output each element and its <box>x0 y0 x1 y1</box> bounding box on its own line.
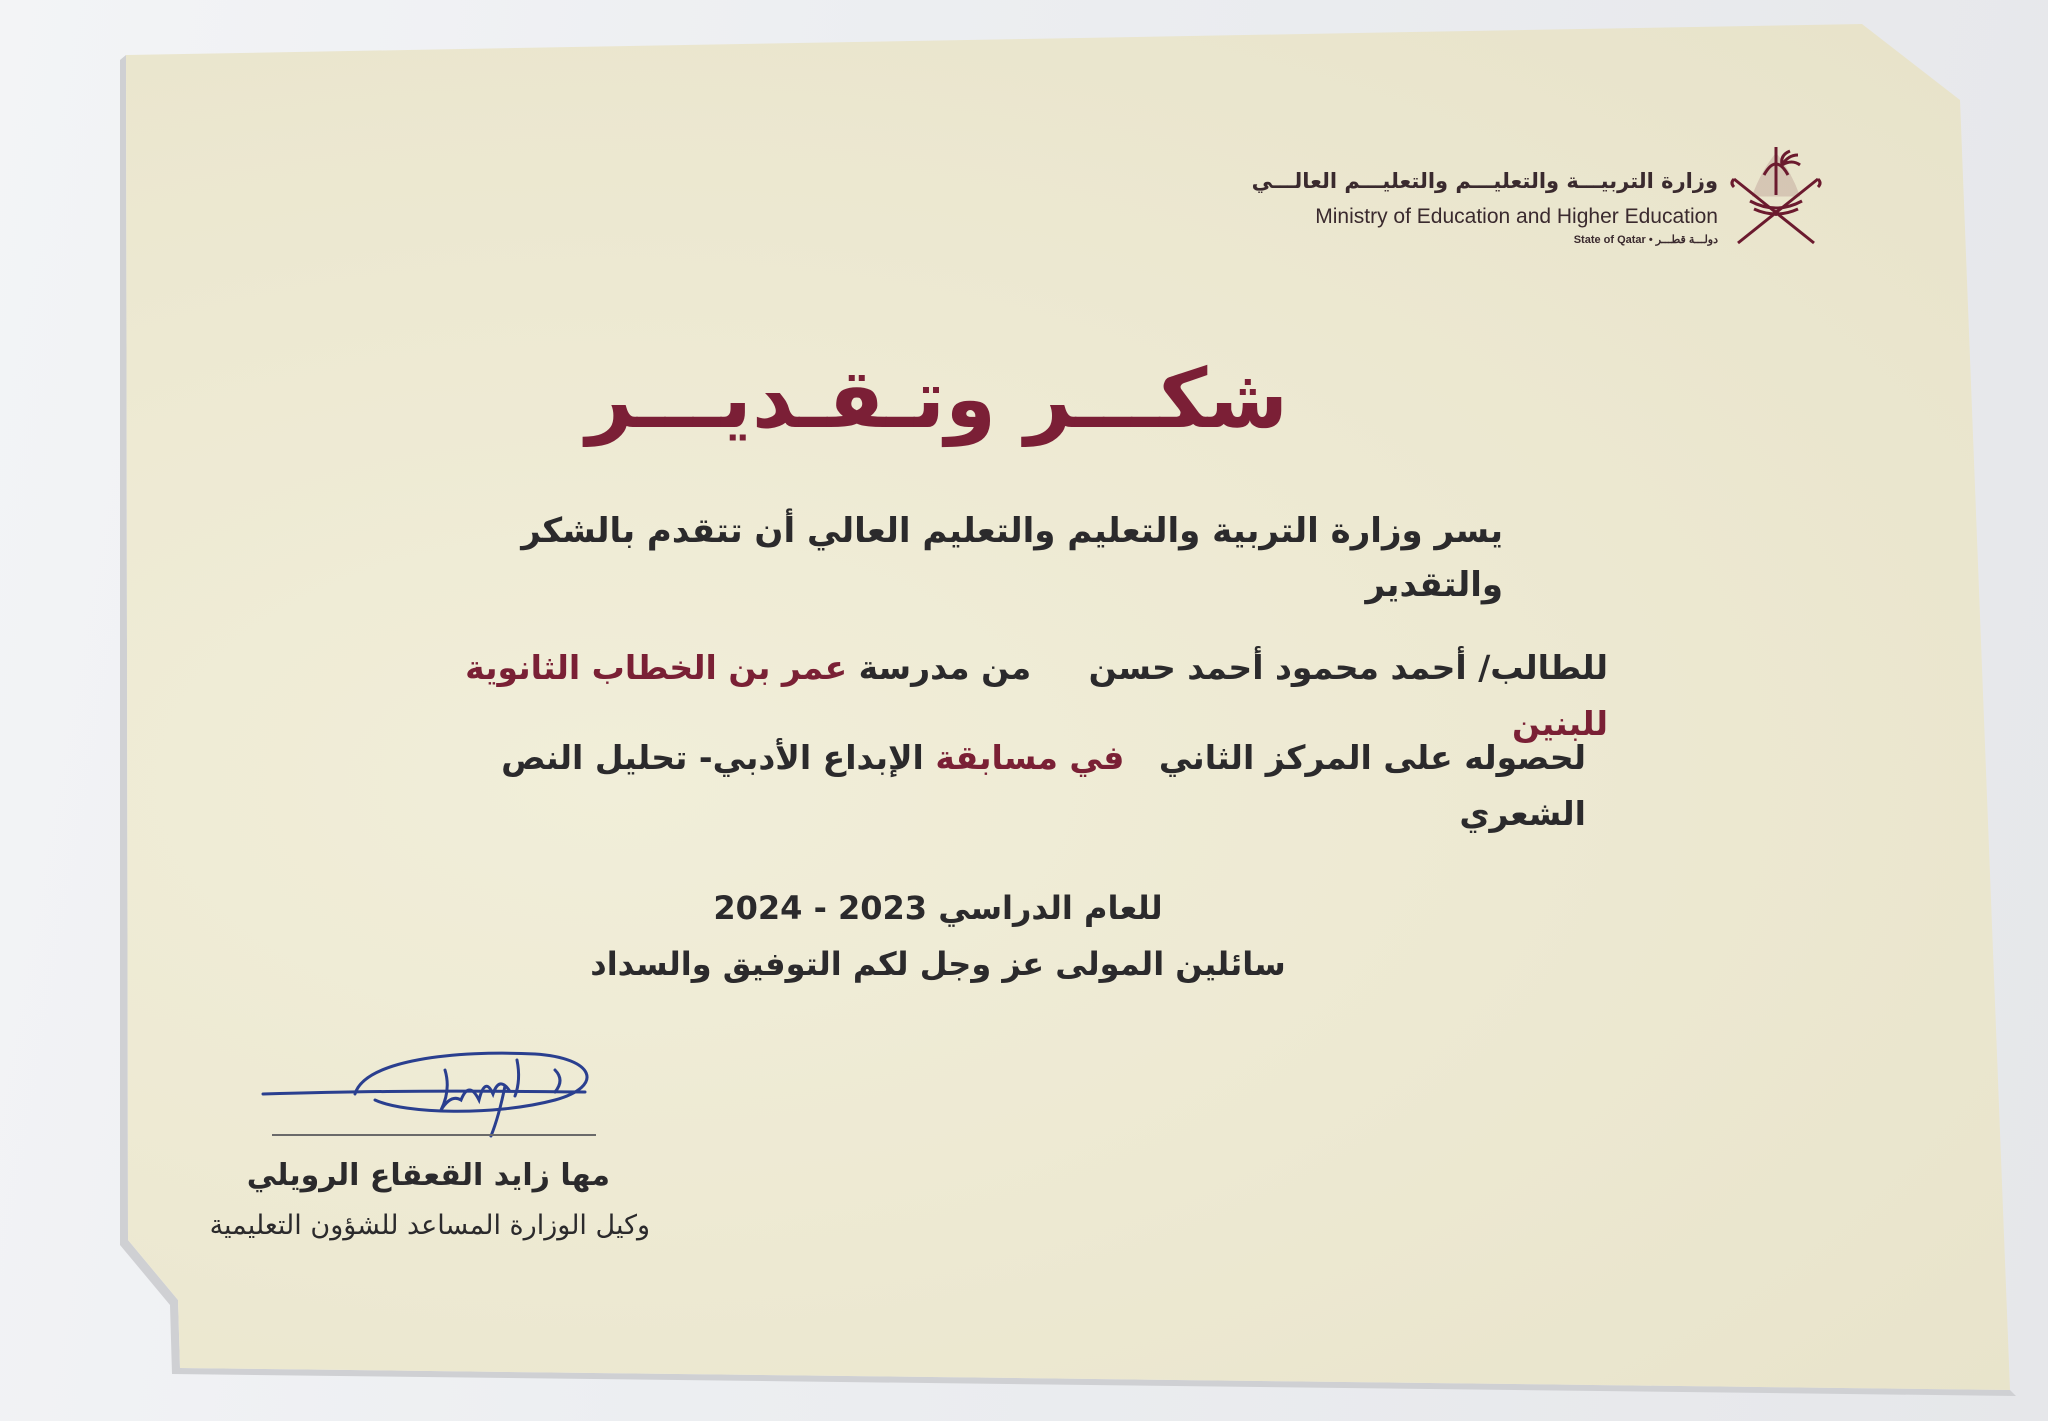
signer-name: مها زايد القعقاع الرويلي <box>246 1158 610 1193</box>
closing-block <box>588 880 1288 992</box>
intro-text: يسر وزارة التربية والتعليم والتعليم العالي أن تتقدم بالشكر والتقدير <box>521 511 1503 605</box>
achievement-line <box>386 730 1586 842</box>
qatar-emblem-icon <box>1724 135 1828 255</box>
signature-line <box>272 1134 596 1136</box>
student-name: للطالب/ أحمد محمود أحمد حسن <box>1088 648 1608 687</box>
academic-year: للعام الدراسي 2023 - 2024 <box>713 889 1163 927</box>
handwritten-signature <box>255 1030 615 1150</box>
achievement-text: لحصوله على المركز الثاني <box>1158 738 1586 777</box>
competition-prefix: في مسابقة <box>935 738 1125 777</box>
ministry-logo <box>1251 135 1828 255</box>
school-name: عمر بن الخطاب الثانوية للبنين <box>465 648 1608 743</box>
ministry-name-english: Ministry of Education and Higher Education <box>1315 205 1718 228</box>
certificate-title: شكـــر وتـقـديـــر <box>585 352 1288 447</box>
signer-role: وكيل الوزارة المساعد للشؤون التعليمية <box>209 1210 650 1241</box>
competition-name: الإبداع الأدبي- تحليل النص الشعري <box>501 738 1586 833</box>
ministry-name-arabic: وزارة التربيـــة والتعليـــم والتعليـــم العالـــي <box>1251 169 1718 193</box>
state-label: State of Qatar • دولـــة قطـــر <box>1573 234 1718 246</box>
school-prefix: من مدرسة <box>858 648 1032 687</box>
closing-text: سائلين المولى عز وجل لكم التوفيق والسداد <box>590 945 1286 983</box>
